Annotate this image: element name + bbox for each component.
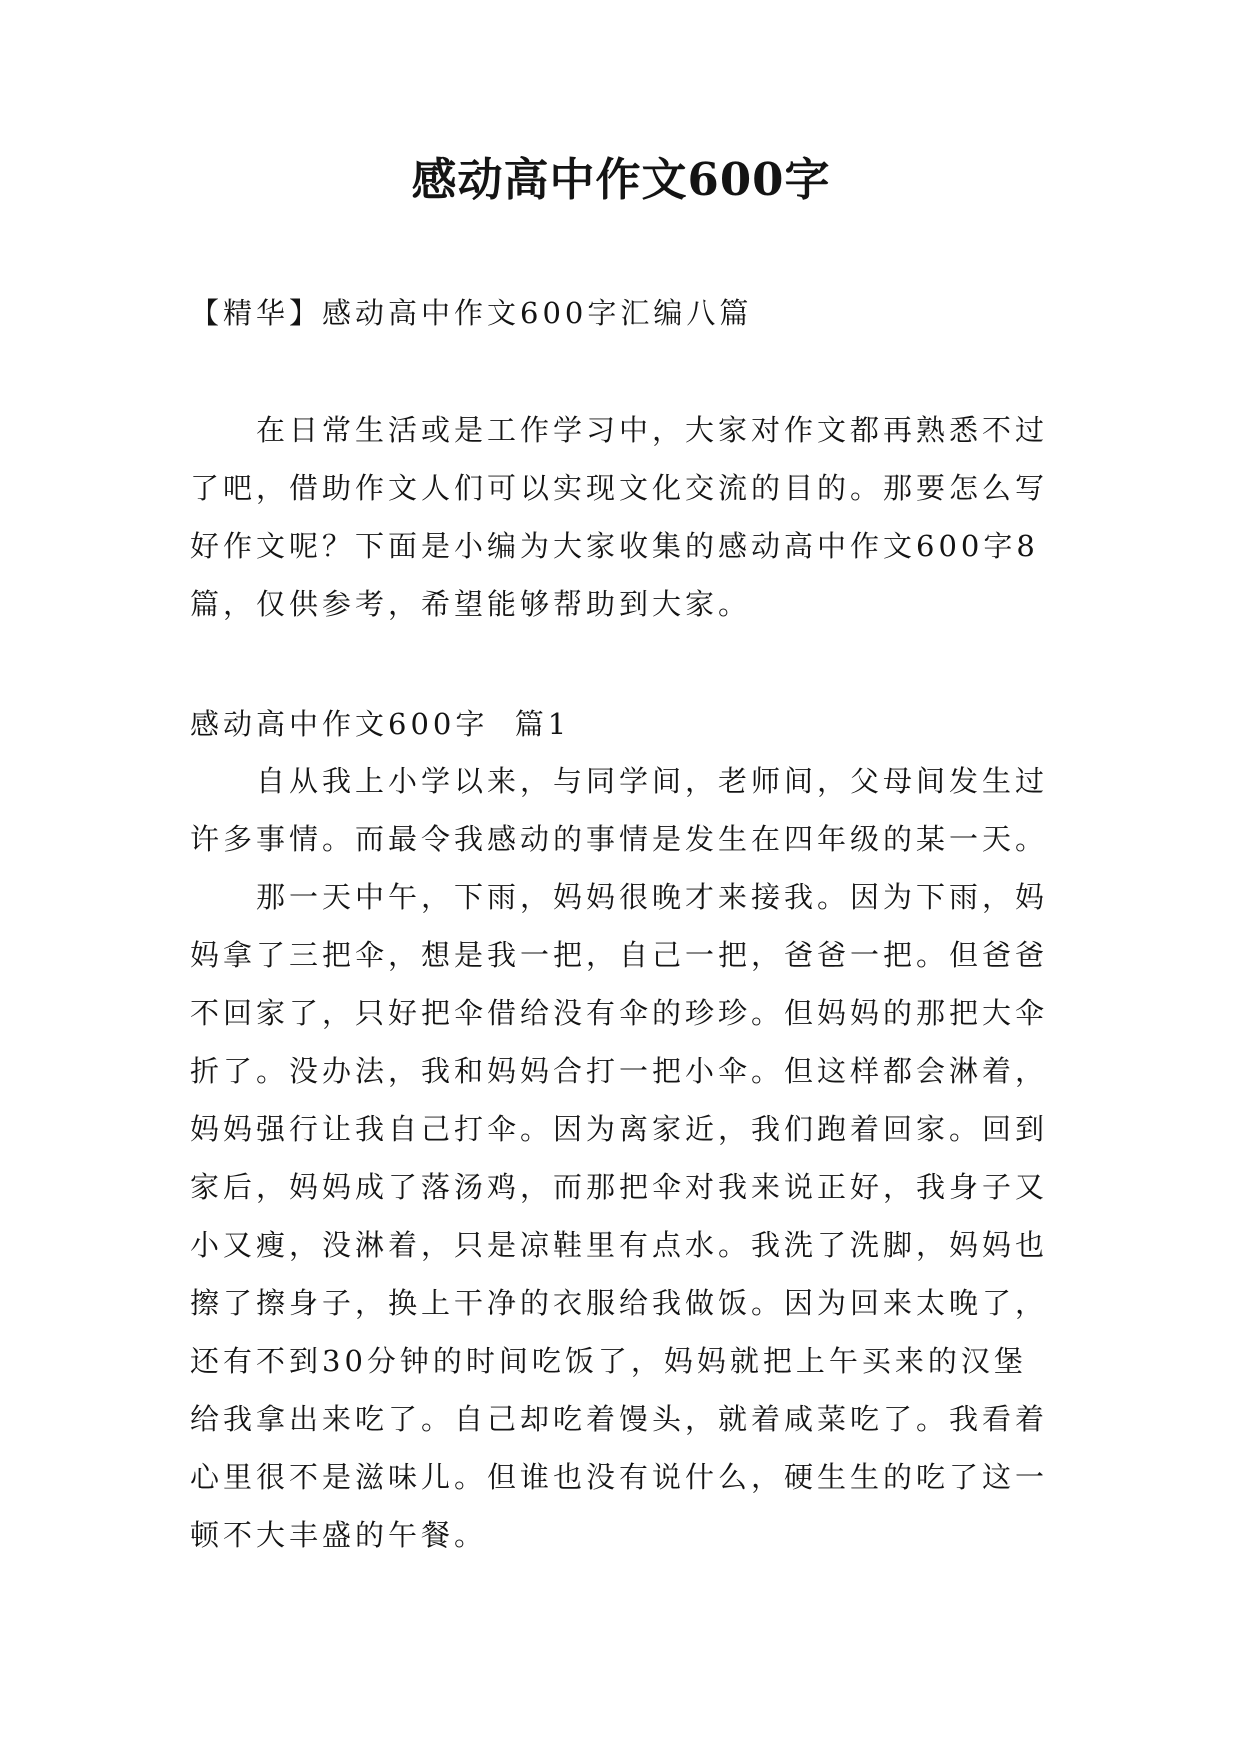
body-line: 家后，妈妈成了落汤鸡，而那把伞对我来说正好，我身子又 bbox=[190, 1170, 1049, 1204]
body-line: 心里很不是滋味儿。但谁也没有说什么，硬生生的吃了这一 bbox=[190, 1460, 1049, 1494]
intro-paragraph bbox=[190, 401, 1060, 633]
body-line: 给我拿出来吃了。自己却吃着馒头，就着咸菜吃了。我看着 bbox=[190, 1402, 1049, 1436]
body-paragraph bbox=[190, 868, 1060, 1564]
intro-line: 好作文呢？下面是小编为大家收集的感动高中作文600字8 bbox=[190, 529, 1039, 563]
body-line: 妈妈强行让我自己打伞。因为离家近，我们跑着回家。回到 bbox=[190, 1112, 1049, 1146]
body-line: 还有不到30分钟的时间吃饭了，妈妈就把上午买来的汉堡 bbox=[190, 1344, 1027, 1378]
section-heading-block bbox=[190, 695, 1060, 753]
document-subtitle: 【精华】感动高中作文600字汇编八篇 bbox=[190, 296, 753, 330]
section-heading: 感动高中作文600字 篇1 bbox=[190, 707, 571, 741]
document-subtitle-block bbox=[190, 284, 1060, 342]
intro-line: 篇，仅供参考，希望能够帮助到大家。 bbox=[190, 587, 752, 621]
body-paragraph bbox=[190, 752, 1060, 868]
body-line: 那一天中午，下雨，妈妈很晚才来接我。因为下雨，妈 bbox=[256, 880, 1049, 914]
intro-line: 了吧，借助作文人们可以实现文化交流的目的。那要怎么写 bbox=[190, 471, 1049, 505]
intro-line: 在日常生活或是工作学习中，大家对作文都再熟悉不过 bbox=[256, 413, 1049, 447]
body-line: 折了。没办法，我和妈妈合打一把小伞。但这样都会淋着， bbox=[190, 1054, 1049, 1088]
body-line: 自从我上小学以来，与同学间，老师间，父母间发生过 bbox=[256, 764, 1049, 798]
section-body bbox=[190, 752, 1060, 1564]
body-line: 顿不大丰盛的午餐。 bbox=[190, 1518, 488, 1552]
body-line: 小又瘦，没淋着，只是凉鞋里有点水。我洗了洗脚，妈妈也 bbox=[190, 1228, 1049, 1262]
body-line: 不回家了，只好把伞借给没有伞的珍珍。但妈妈的那把大伞 bbox=[190, 996, 1049, 1030]
body-line: 许多事情。而最令我感动的事情是发生在四年级的某一天。 bbox=[190, 822, 1049, 856]
document-title: 感动高中作文600字 bbox=[411, 153, 831, 206]
body-line: 妈拿了三把伞，想是我一把，自己一把，爸爸一把。但爸爸 bbox=[190, 938, 1049, 972]
body-line: 擦了擦身子，换上干净的衣服给我做饭。因为回来太晚了， bbox=[190, 1286, 1049, 1320]
